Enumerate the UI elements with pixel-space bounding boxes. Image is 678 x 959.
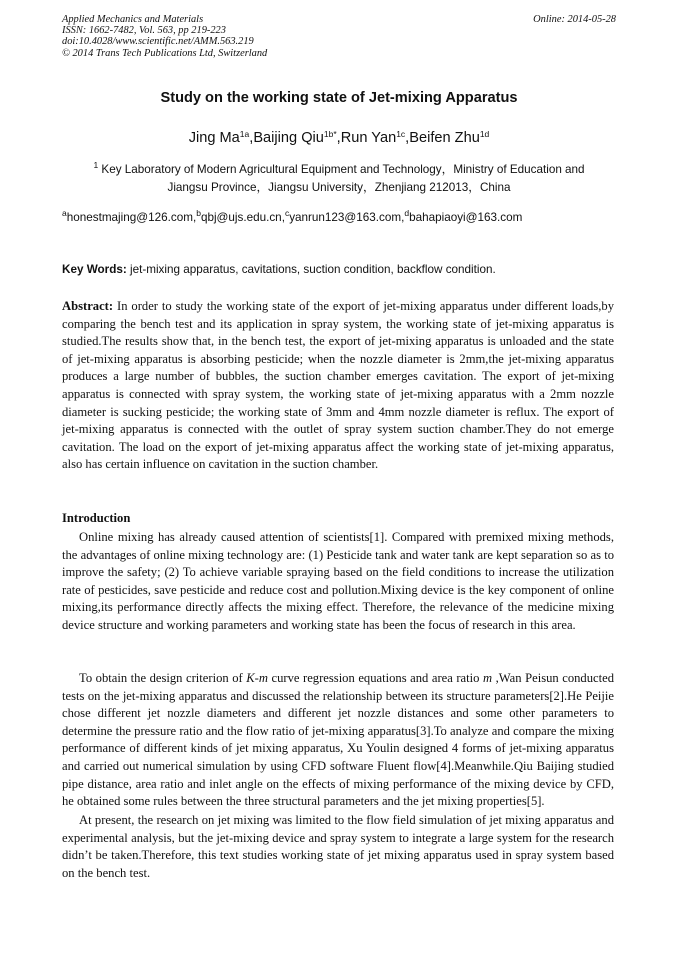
author-name: Baijing Qiu [253,130,324,146]
email-link[interactable]: bahapiaoyi@163.com [409,211,523,224]
email-link[interactable]: qbj@ujs.edu.cn [200,211,282,224]
email-link[interactable]: yanrun123@163.com [289,211,402,224]
paper-title: Study on the working state of Jet-mixing Apparatus [160,90,518,106]
intro-paragraph-1: Online mixing has already caused attention of scientists[1]. Compared with premixed mixing methods, the advantages of online mixing technology are: (1) Pesticide tank and water tank are kept separation so as to improve the safety; (2) To achieve variable spraying based on the field conditions to increase the utilization rate of pesticides, save pesticide and reduce cost and pollution.Mixing device is the key component of online mixing,its performance directly affects the mixing effect. Therefore, the relevance of the medicine mixing device structure and working parameters and working state has been the focus of research in this area. [62,530,614,632]
keywords-text: jet-mixing apparatus, cavitations, suction condition, backflow condition. [129,263,496,276]
email-sup: d [404,208,410,218]
intro-paragraph-2 [62,670,614,811]
affiliation-sup: 1 [93,160,99,170]
author-sup: 1a [239,129,250,139]
affiliation [62,161,616,196]
doi-line[interactable]: doi:10.4028/www.scientific.net/AMM.563.219 [62,36,254,48]
abstract-text: In order to study the working state of the export of jet-mixing apparatus under different loads,by comparing the bench test and its application in spray system, the working state of jet-mixing apparatus is studied.The results show that, in the bench test, the export of jet-mixing apparatus is unloaded and the state of jet-mixing apparatus is absorbing pesticide; when the nozzle diameter is 2mm,the jet-mixing apparatus produces a large number of bubbles, the suction chamber emerges cavitation. The export of jet-mixing apparatus is connected with spray system, the working state of jet-mixing apparatus with a 2mm nozzle diameter is sucking pesticide; the working state of 3mm and 4mm nozzle diameter is reflux. The export of jet-mixing apparatus is connected with the outlet of spray system suction chamber.They do not emerge cavitation. The load on the export of jet-mixing apparatus affect the working state of jet-mixing apparatus, also has certain influence on cavitation in the suction chamber. [62,299,614,472]
email-link[interactable]: honestmajing@126.com [66,211,193,224]
abstract-label: Abstract: [62,299,114,313]
math-m: m [483,671,493,685]
online-date: Online: 2014-05-28 [533,14,616,25]
author-sup: 1b* [323,129,337,139]
copyright-line: © 2014 Trans Tech Publications Ltd, Switzerland [62,47,268,59]
keywords-label: Key Words: [62,263,127,276]
section-heading-introduction: Introduction [62,511,131,525]
author-sup: 1d [479,129,490,139]
email-sup: b [196,208,201,218]
affiliation-line-2: Jiangsu Province，Jiangsu University，Zhenjiang 212013，China [167,180,511,194]
author-name: Jing Ma [188,130,240,146]
email-sup: a [62,208,67,218]
email-sup: c [284,208,290,218]
intro-paragraph-3: At present, the research on jet mixing was limited to the flow field simulation of jet mixing apparatus and experimental analysis, but the jet-mixing device and spray system to integrate a large system for the research didn’t be taken.Therefore, this text studies working state of jet mixing apparatus used in spray system based on the bench test. [62,813,614,880]
issn-line: ISSN: 1662-7482, Vol. 563, pp 219-223 [62,25,226,37]
author-list: Jing $Ma^{1a},Baijing$ Qiu$^{1b*}$,Run Yan$^{1c}$,Beifen Zhu$^{1d}$ [188,129,490,146]
author-name: Beifen Zhu [409,130,480,146]
email-list: $^a$honestmajing@126.com,$^b$qbj@ujs.edu.cn,$^c$yanrun123@163.com,$^d$bahapiaoyi@163.com [62,208,523,224]
author-name: Run Yan [340,130,397,146]
author-sup: 1c [396,129,406,139]
journal-name: Applied Mechanics and Materials [62,14,204,25]
affiliation-line-1: Key Laboratory of Modern Agricultural Equipment and Technology，Ministry of Education and [101,163,585,176]
p2-text-post: ,Wan Peisun conducted tests on the jet-mixing apparatus and discussed the relationship between its structure parameters[2].He Peijie chose different jet nozzle diameters and different jet nozzle distances and some other parameters to determine the pressure ratio and the flow ratio of jet-mixing apparatus[3].To analyze and compare the mixing performance of different kinds of jet mixing apparatus, Xu Youlin designed 4 forms of jet-mixing apparatus and carried out numerical simulation by using CFD software Fluent flow[4].Meanwhile.Qiu Baijing studied pipe distance, area ratio and inlet angle on the effects of mixing performance of the mixing device by CFD, he obtained some rules between the three structural parameters and the jet mixing properties[5]. [62,671,614,809]
journal-header [62,14,616,59]
p2-text-mid: curve regression equations and area ratio [267,671,483,685]
math-km: K-m [246,671,268,685]
p2-text-pre: To obtain the design criterion of [79,671,247,685]
abstract [62,298,614,474]
keywords [62,263,616,276]
